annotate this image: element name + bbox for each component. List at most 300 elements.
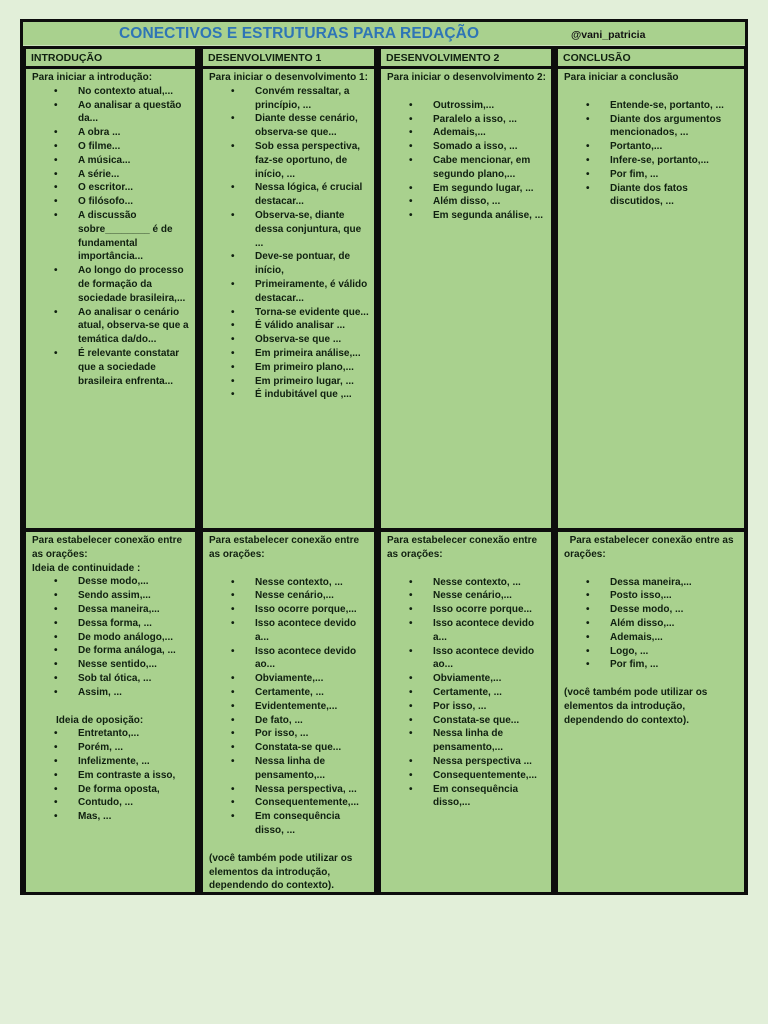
bullet-icon: • — [54, 265, 58, 277]
bullet-icon: • — [586, 141, 590, 153]
bullet-icon: • — [54, 797, 58, 809]
dev2-connection-cell — [381, 532, 551, 892]
list-item-text: Porém, ... — [78, 742, 124, 754]
list-item-text: Ao analisar o cenário atual, observa-se que a temática da/do... — [78, 306, 189, 346]
list-item-text: Nesse sentido,... — [78, 659, 157, 671]
bullet-icon: • — [231, 604, 235, 616]
list-item-text: A discussão sobre________ é de fundamental importância... — [78, 209, 173, 263]
bullet-icon: • — [409, 686, 413, 698]
list-item — [409, 769, 547, 783]
list-item-text: De fato, ... — [255, 714, 303, 726]
bullet-icon: • — [231, 182, 235, 194]
list-item-text: O filósofo... — [78, 196, 133, 208]
bullet-icon: • — [231, 85, 235, 97]
bullet-icon: • — [586, 576, 590, 588]
list-item — [54, 181, 191, 195]
list-item-text: Assim, ... — [78, 686, 122, 698]
bullet-icon: • — [409, 590, 413, 602]
list-item-text: Diante desse cenário, observa-se que... — [255, 113, 358, 139]
list-item — [54, 727, 191, 741]
list-item — [54, 126, 191, 140]
bullet-icon: • — [586, 182, 590, 194]
bullet-icon: • — [54, 168, 58, 180]
title-row — [23, 22, 745, 46]
bullet-icon: • — [54, 742, 58, 754]
list-item — [54, 168, 191, 182]
list-item-text: Em primeiro lugar, ... — [255, 375, 354, 387]
bullet-icon: • — [231, 334, 235, 346]
list-item — [231, 645, 370, 673]
list-item-text: Certamente, ... — [433, 686, 502, 698]
list-item-text: Primeiramente, é válido destacar... — [255, 278, 368, 304]
author-handle: @vani_patricia — [571, 29, 646, 41]
list-item — [231, 686, 370, 700]
bullet-icon: • — [409, 673, 413, 685]
list-item — [54, 264, 191, 305]
list-item — [409, 645, 547, 673]
list-item — [409, 126, 547, 140]
list-item — [231, 306, 370, 320]
bullet-icon: • — [54, 631, 58, 643]
list-item — [586, 168, 740, 182]
list-item — [54, 810, 191, 824]
bullet-list — [387, 99, 547, 223]
list-item — [231, 388, 370, 402]
list-item-text: Por fim, ... — [610, 168, 659, 180]
bullet-icon: • — [586, 604, 590, 616]
list-item — [231, 755, 370, 783]
list-item — [409, 589, 547, 603]
list-item — [54, 575, 191, 589]
list-item-text: Nessa linha de pensamento,... — [433, 728, 504, 754]
list-item-text: Nessa perspectiva ... — [433, 755, 532, 767]
list-item — [586, 603, 740, 617]
bullet-icon: • — [54, 590, 58, 602]
list-item-text: A música... — [78, 154, 131, 166]
list-item — [54, 347, 191, 388]
list-item-text: Nesse cenário,... — [255, 590, 334, 602]
bullet-icon: • — [54, 811, 58, 823]
bullet-icon: • — [54, 209, 58, 221]
list-item — [586, 631, 740, 645]
list-item — [409, 617, 547, 645]
list-item — [231, 810, 370, 838]
bullet-icon: • — [54, 127, 58, 139]
bullet-icon: • — [586, 168, 590, 180]
bullet-icon: • — [409, 141, 413, 153]
list-item-text: Observa-se, diante dessa conjuntura, que ... — [255, 209, 362, 249]
list-item-text: Nesse contexto, ... — [433, 576, 521, 588]
list-item-text: Mas, ... — [78, 811, 112, 823]
list-item — [54, 209, 191, 264]
list-item — [54, 631, 191, 645]
list-item — [231, 727, 370, 741]
bullet-icon: • — [54, 686, 58, 698]
list-item-text: Dessa maneira,... — [78, 603, 160, 615]
bullet-icon: • — [586, 99, 590, 111]
list-item-text: Consequentemente,... — [255, 797, 359, 809]
list-item-text: Isso acontece devido ao... — [433, 645, 535, 671]
bullet-icon: • — [231, 209, 235, 221]
bullet-icon: • — [54, 645, 58, 657]
list-item-text: Além disso,... — [610, 617, 675, 629]
list-item-text: Dessa forma, ... — [78, 617, 152, 629]
list-item-text: De forma análoga, ... — [78, 645, 176, 657]
list-item — [409, 783, 547, 811]
bullet-icon: • — [54, 140, 58, 152]
list-item-text: É relevante constatar que a sociedade brasileira enfrenta... — [78, 347, 180, 387]
list-item-text: Em segundo lugar, ... — [433, 182, 534, 194]
column-header-conclusao: CONCLUSÃO — [558, 49, 744, 66]
column-header-introducao: INTRODUÇÃO — [26, 49, 195, 66]
list-item-text: Diante dos fatos discutidos, ... — [610, 182, 688, 208]
list-item-text: A obra ... — [78, 127, 121, 139]
list-item-text: Desse modo,... — [78, 576, 149, 588]
list-item — [54, 589, 191, 603]
list-item — [586, 113, 740, 141]
list-item — [54, 796, 191, 810]
list-item-text: Nesse contexto, ... — [255, 576, 343, 588]
list-item-text: Isso acontece devido ao... — [255, 645, 357, 671]
bullet-icon: • — [409, 617, 413, 629]
list-item — [54, 769, 191, 783]
list-item — [586, 645, 740, 659]
bullet-icon: • — [409, 182, 413, 194]
list-item — [54, 140, 191, 154]
list-item-text: Além disso, ... — [433, 196, 501, 208]
list-item-text: Ademais,... — [433, 127, 486, 139]
spacer — [564, 562, 740, 576]
list-item-text: De forma oposta, — [78, 783, 160, 795]
list-item-text: Logo, ... — [610, 645, 649, 657]
bullet-icon: • — [231, 673, 235, 685]
list-item-text: O escritor... — [78, 182, 134, 194]
bullet-icon: • — [54, 783, 58, 795]
opposition-label: Ideia de oposição: — [56, 714, 144, 726]
column-header-desenvolvimento-2: DESENVOLVIMENTO 2 — [381, 49, 551, 66]
list-item — [409, 727, 547, 755]
list-item — [586, 589, 740, 603]
bullet-list — [564, 99, 740, 209]
cell-heading: Para estabelecer conexão entre as orações: — [32, 535, 183, 560]
bullet-icon: • — [231, 700, 235, 712]
bullet-icon: • — [586, 617, 590, 629]
list-item — [231, 112, 370, 140]
list-item-text: Torna-se evidente que... — [255, 306, 369, 318]
bullet-list — [387, 576, 547, 811]
list-item — [231, 617, 370, 645]
list-item-text: Consequentemente,... — [433, 769, 537, 781]
bullet-icon: • — [409, 755, 413, 767]
list-item-text: Isso ocorre porque,... — [255, 604, 357, 616]
list-item-text: É válido analisar ... — [255, 320, 346, 332]
bullet-icon: • — [231, 728, 235, 740]
page-title: CONECTIVOS E ESTRUTURAS PARA REDAÇÃO — [119, 25, 480, 42]
bullet-icon: • — [409, 645, 413, 657]
bullet-icon: • — [54, 672, 58, 684]
list-item — [231, 589, 370, 603]
list-item-text: Desse modo, ... — [610, 604, 684, 616]
conclusion-start-cell — [558, 69, 744, 528]
list-item — [54, 755, 191, 769]
list-item-text: Isso ocorre porque... — [433, 604, 532, 616]
bullet-icon: • — [409, 769, 413, 781]
intro-start-cell — [26, 69, 195, 528]
dev2-start-cell — [381, 69, 551, 528]
list-item-text: Em consequência disso, ... — [255, 811, 341, 836]
list-item — [231, 603, 370, 617]
list-item — [231, 85, 370, 113]
list-item-text: Nessa perspectiva, ... — [255, 783, 357, 795]
list-item — [54, 783, 191, 797]
usage-note: (você também pode utilizar os elementos da introdução, dependendo do contexto). — [564, 687, 708, 726]
bullet-icon: • — [409, 196, 413, 208]
list-item — [231, 319, 370, 333]
list-item-text: Dessa maneira,... — [610, 576, 692, 588]
list-item-text: Nessa linha de pensamento,... — [255, 755, 326, 781]
list-item-text: Evidentemente,... — [255, 700, 338, 712]
spacer — [387, 562, 547, 576]
list-item — [586, 658, 740, 672]
list-item-text: Infelizmente, ... — [78, 755, 150, 767]
bullet-icon: • — [54, 728, 58, 740]
list-item — [231, 181, 370, 209]
list-item — [409, 182, 547, 196]
list-item — [54, 617, 191, 631]
bullet-icon: • — [586, 659, 590, 671]
list-item — [409, 755, 547, 769]
bullet-icon: • — [231, 742, 235, 754]
bullet-icon: • — [231, 590, 235, 602]
list-item — [409, 603, 547, 617]
bullet-icon: • — [54, 85, 58, 97]
bullet-icon: • — [586, 154, 590, 166]
list-item-text: Portanto,... — [610, 141, 663, 153]
bullet-icon: • — [409, 700, 413, 712]
list-item — [409, 154, 547, 182]
bullet-icon: • — [586, 590, 590, 602]
bullet-icon: • — [231, 617, 235, 629]
list-item-text: Ao analisar a questão da... — [78, 99, 182, 125]
list-item-text: Por isso, ... — [433, 700, 487, 712]
bullet-icon: • — [54, 603, 58, 615]
list-item — [231, 140, 370, 181]
column-header-desenvolvimento-1: DESENVOLVIMENTO 1 — [203, 49, 374, 66]
bullet-icon: • — [231, 306, 235, 318]
list-item — [409, 195, 547, 209]
list-item-text: Em primeiro plano,... — [255, 361, 354, 373]
bullet-icon: • — [409, 604, 413, 616]
conclusion-connection-cell — [558, 532, 744, 892]
bullet-icon: • — [231, 375, 235, 387]
list-item — [54, 85, 191, 99]
list-item — [409, 99, 547, 113]
list-item-text: Nessa lógica, é crucial destacar... — [255, 182, 363, 208]
list-item-text: A série... — [78, 168, 120, 180]
list-item-text: Em segunda análise, ... — [433, 210, 544, 222]
continuity-list — [32, 575, 191, 699]
bullet-icon: • — [54, 576, 58, 588]
bullet-icon: • — [231, 576, 235, 588]
list-item-text: Obviamente,... — [433, 673, 502, 685]
list-item-text: Em primeira análise,... — [255, 347, 361, 359]
list-item-text: Somado a isso, ... — [433, 141, 518, 153]
list-item — [54, 672, 191, 686]
cell-heading: Para iniciar o desenvolvimento 2: — [387, 72, 546, 83]
bullet-icon: • — [409, 99, 413, 111]
cell-heading: Para estabelecer conexão entre as orações: — [387, 535, 538, 560]
list-item — [231, 333, 370, 347]
bullet-icon: • — [231, 140, 235, 152]
list-item-text: Por fim, ... — [610, 659, 659, 671]
list-item-text: Entende-se, portanto, ... — [610, 99, 724, 111]
list-item-text: Ademais,... — [610, 631, 663, 643]
bullet-icon: • — [54, 306, 58, 318]
list-item — [231, 576, 370, 590]
list-item-text: Contudo, ... — [78, 797, 133, 809]
bullet-list — [209, 576, 370, 838]
list-item — [231, 783, 370, 797]
list-item-text: Observa-se que ... — [255, 334, 342, 346]
list-item-text: Sob essa perspectiva, faz-se oportuno, de início, ... — [255, 140, 361, 180]
list-item — [586, 140, 740, 154]
list-item — [231, 250, 370, 278]
intro-connection-cell — [26, 532, 195, 892]
bullet-icon: • — [409, 783, 413, 795]
continuity-label: Ideia de continuidade : — [32, 562, 141, 574]
bullet-icon: • — [231, 361, 235, 373]
cell-heading: Para estabelecer conexão entre as orações: — [564, 535, 737, 560]
spacer — [32, 700, 191, 714]
cell-heading: Para iniciar o desenvolvimento 1: — [209, 72, 368, 83]
list-item — [409, 672, 547, 686]
bullet-icon: • — [231, 797, 235, 809]
list-item-text: Infere-se, portanto,... — [610, 154, 709, 166]
list-item-text: Diante dos argumentos mencionados, ... — [610, 113, 722, 139]
list-item — [409, 140, 547, 154]
bullet-list — [564, 576, 740, 673]
bullet-icon: • — [54, 196, 58, 208]
list-item-text: Deve-se pontuar, de início, — [255, 251, 351, 277]
list-item — [231, 375, 370, 389]
bullet-icon: • — [586, 113, 590, 125]
list-item-text: Convém ressaltar, a princípio, ... — [255, 85, 350, 111]
bullet-icon: • — [54, 182, 58, 194]
bullet-icon: • — [231, 278, 235, 290]
spacer — [564, 85, 740, 99]
bullet-icon: • — [231, 755, 235, 767]
bullet-icon: • — [54, 99, 58, 111]
list-item — [231, 361, 370, 375]
bullet-icon: • — [231, 347, 235, 359]
bullet-icon: • — [586, 645, 590, 657]
list-item — [409, 576, 547, 590]
list-item — [54, 658, 191, 672]
dev1-start-cell — [203, 69, 374, 528]
list-item-text: No contexto atual,... — [78, 85, 174, 97]
list-item-text: É indubitável que ,... — [255, 389, 352, 401]
list-item-text: Posto isso,... — [610, 590, 672, 602]
list-item-text: Obviamente,... — [255, 673, 324, 685]
list-item — [231, 347, 370, 361]
list-item — [231, 700, 370, 714]
list-item-text: Isso acontece devido a... — [255, 617, 357, 643]
list-item-text: Em contraste a isso, — [78, 769, 176, 781]
bullet-icon: • — [231, 783, 235, 795]
bullet-icon: • — [54, 659, 58, 671]
list-item-text: Constata-se que... — [255, 742, 342, 754]
opposition-list — [32, 727, 191, 824]
list-item — [54, 195, 191, 209]
list-item-text: Nesse cenário,... — [433, 590, 512, 602]
list-item — [586, 99, 740, 113]
list-item-text: De modo análogo,... — [78, 631, 174, 643]
dev1-connection-cell — [203, 532, 374, 892]
list-item — [54, 686, 191, 700]
list-item-text: Sob tal ótica, ... — [78, 672, 152, 684]
list-item-text: Outrossim,... — [433, 99, 495, 111]
list-item-text: Sendo assim,... — [78, 590, 151, 602]
bullet-list — [209, 85, 370, 402]
bullet-list — [32, 85, 191, 389]
list-item — [231, 714, 370, 728]
bullet-icon: • — [409, 576, 413, 588]
bullet-icon: • — [409, 210, 413, 222]
spacer — [387, 85, 547, 99]
bullet-icon: • — [231, 320, 235, 332]
bullet-icon: • — [231, 811, 235, 823]
list-item-text: Por isso, ... — [255, 728, 309, 740]
list-item-text: Certamente, ... — [255, 686, 324, 698]
list-item — [54, 99, 191, 127]
list-item — [54, 741, 191, 755]
list-item — [586, 154, 740, 168]
list-item-text: Ao longo do processo de formação da sociedade brasileira,... — [78, 265, 186, 304]
spacer — [209, 562, 370, 576]
list-item — [231, 796, 370, 810]
list-item-text: Em consequência disso,... — [433, 783, 519, 809]
bullet-icon: • — [231, 251, 235, 263]
usage-note: (você também pode utilizar os elementos da introdução, dependendo do contexto). — [209, 852, 353, 892]
bullet-icon: • — [54, 617, 58, 629]
bullet-icon: • — [409, 127, 413, 139]
list-item-text: Constata-se que... — [433, 714, 520, 726]
list-item-text: Paralelo a isso, ... — [433, 113, 517, 125]
list-item — [409, 686, 547, 700]
list-item — [231, 741, 370, 755]
bullet-icon: • — [231, 714, 235, 726]
bullet-icon: • — [231, 645, 235, 657]
bullet-icon: • — [231, 389, 235, 401]
bullet-icon: • — [54, 347, 58, 359]
bullet-icon: • — [409, 113, 413, 125]
list-item — [54, 603, 191, 617]
bullet-icon: • — [586, 631, 590, 643]
bullet-icon: • — [54, 154, 58, 166]
cell-heading: Para estabelecer conexão entre as orações: — [209, 535, 360, 560]
list-item — [54, 306, 191, 347]
list-item — [409, 700, 547, 714]
bullet-icon: • — [231, 113, 235, 125]
connectives-table — [20, 19, 748, 895]
bullet-icon: • — [54, 755, 58, 767]
list-item — [54, 644, 191, 658]
bullet-icon: • — [54, 769, 58, 781]
list-item — [231, 672, 370, 686]
list-item-text: Entretanto,... — [78, 728, 140, 740]
list-item — [409, 113, 547, 127]
list-item — [586, 617, 740, 631]
